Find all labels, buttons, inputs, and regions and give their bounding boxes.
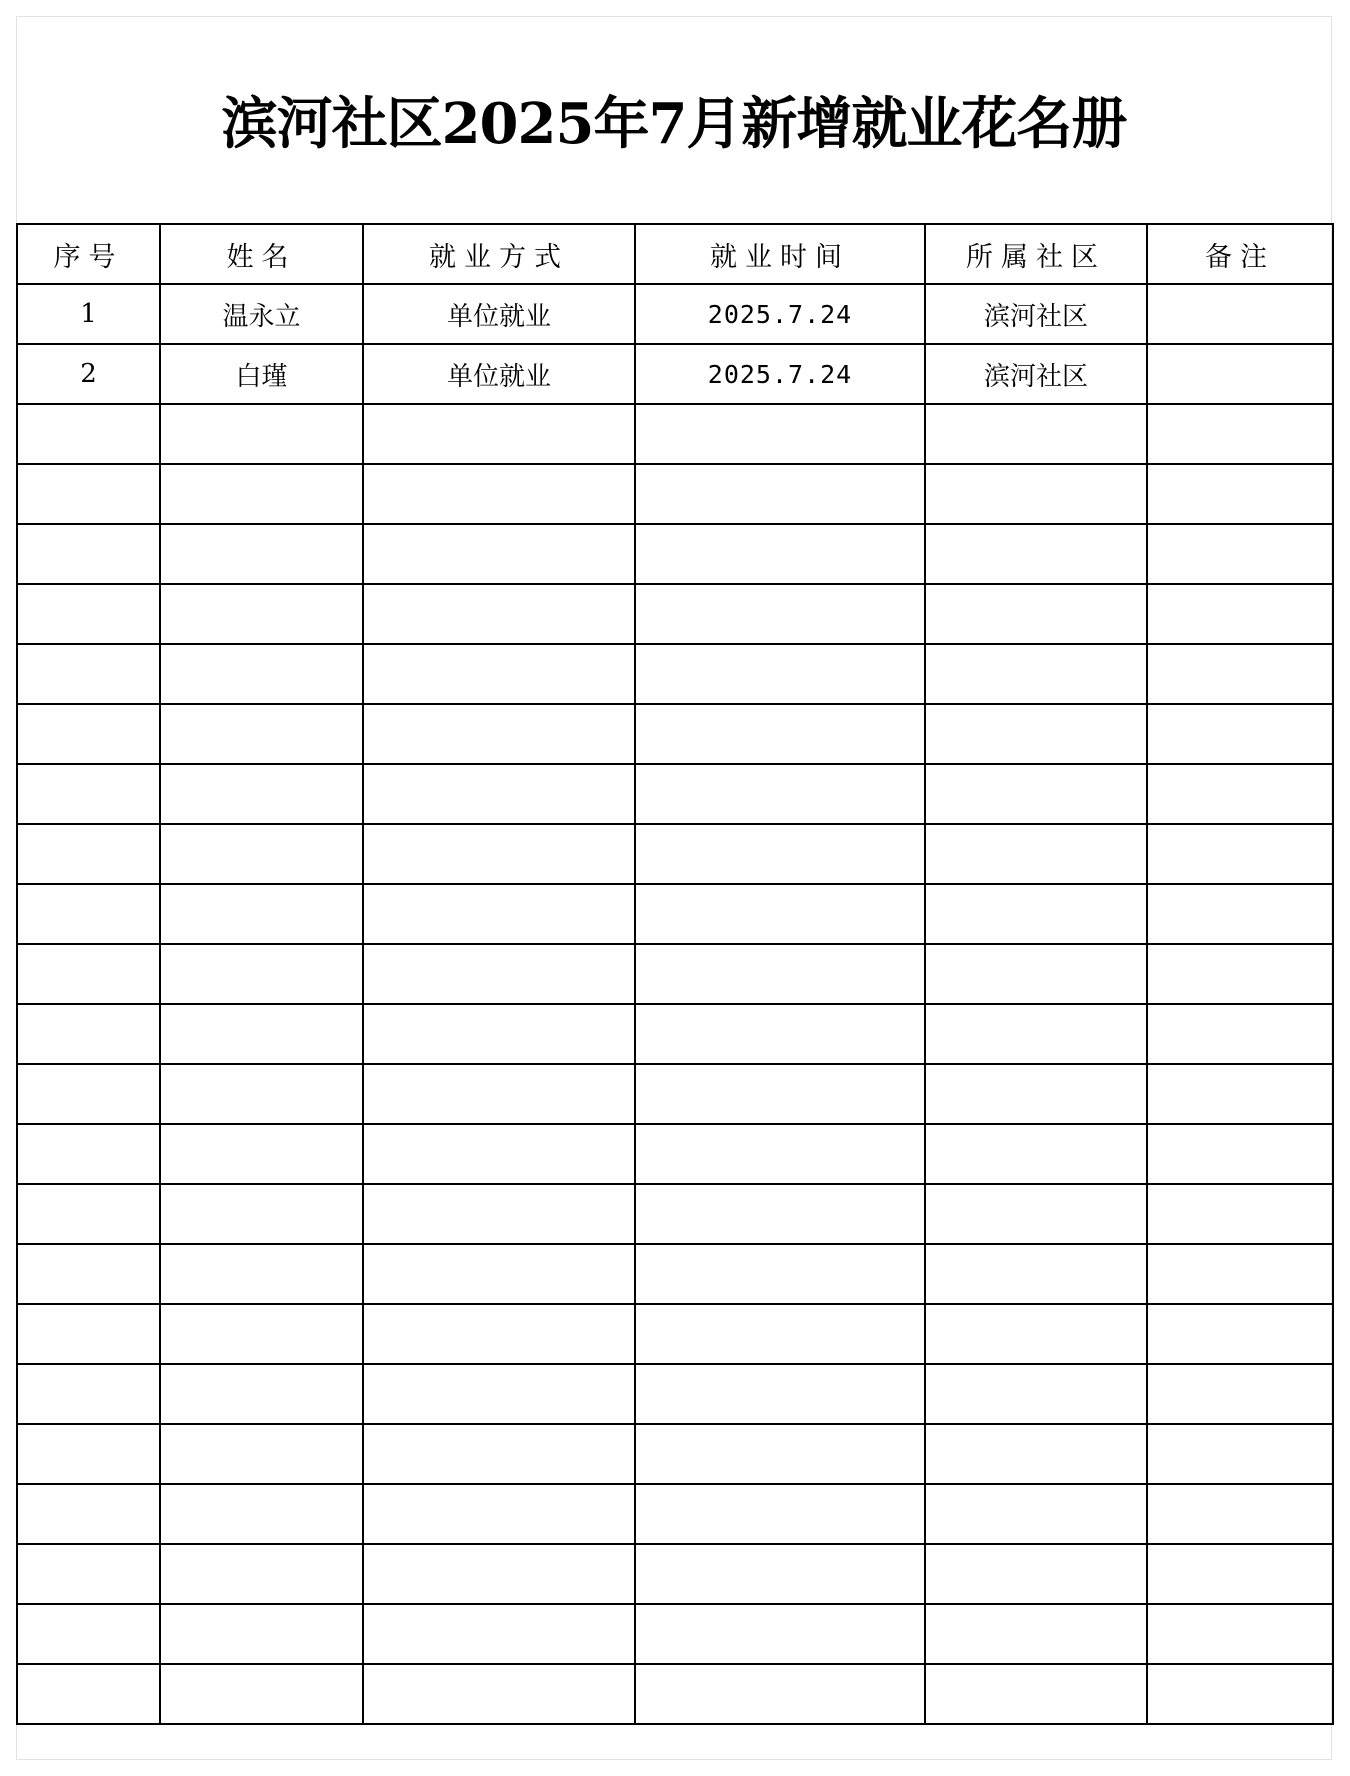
empty-cell bbox=[363, 824, 635, 884]
empty-cell bbox=[1147, 1124, 1333, 1184]
empty-table-row bbox=[17, 524, 1333, 584]
empty-cell bbox=[1147, 1484, 1333, 1544]
empty-cell bbox=[363, 704, 635, 764]
empty-cell bbox=[1147, 1604, 1333, 1664]
table-row bbox=[17, 284, 1333, 344]
empty-cell bbox=[635, 1004, 925, 1064]
table-row bbox=[17, 344, 1333, 404]
empty-cell bbox=[160, 1424, 363, 1484]
cell-community: 滨河社区 bbox=[925, 344, 1147, 404]
empty-cell bbox=[635, 644, 925, 704]
empty-cell bbox=[1147, 704, 1333, 764]
empty-cell bbox=[635, 1244, 925, 1304]
empty-cell bbox=[363, 1244, 635, 1304]
empty-cell bbox=[1147, 1424, 1333, 1484]
empty-cell bbox=[925, 584, 1147, 644]
empty-cell bbox=[17, 1124, 160, 1184]
empty-cell bbox=[17, 1004, 160, 1064]
empty-table-row bbox=[17, 1544, 1333, 1604]
empty-cell bbox=[363, 944, 635, 1004]
empty-cell bbox=[635, 464, 925, 524]
empty-cell bbox=[925, 644, 1147, 704]
empty-cell bbox=[160, 1364, 363, 1424]
empty-cell bbox=[17, 404, 160, 464]
empty-cell bbox=[17, 1664, 160, 1724]
empty-table-row bbox=[17, 1484, 1333, 1544]
empty-cell bbox=[160, 1004, 363, 1064]
empty-cell bbox=[363, 584, 635, 644]
empty-cell bbox=[925, 1544, 1147, 1604]
empty-cell bbox=[17, 1244, 160, 1304]
empty-cell bbox=[160, 1244, 363, 1304]
cell-name: 温永立 bbox=[160, 284, 363, 344]
empty-cell bbox=[160, 644, 363, 704]
empty-cell bbox=[363, 884, 635, 944]
empty-cell bbox=[635, 1304, 925, 1364]
empty-cell bbox=[1147, 1184, 1333, 1244]
empty-cell bbox=[635, 1664, 925, 1724]
empty-cell bbox=[925, 1604, 1147, 1664]
empty-cell bbox=[363, 524, 635, 584]
empty-table-row bbox=[17, 404, 1333, 464]
empty-cell bbox=[635, 1184, 925, 1244]
empty-cell bbox=[1147, 1244, 1333, 1304]
empty-cell bbox=[160, 1064, 363, 1124]
empty-cell bbox=[925, 1364, 1147, 1424]
empty-cell bbox=[1147, 1304, 1333, 1364]
empty-cell bbox=[1147, 1664, 1333, 1724]
cell-index: 2 bbox=[17, 344, 160, 404]
empty-cell bbox=[925, 1664, 1147, 1724]
empty-cell bbox=[17, 704, 160, 764]
empty-cell bbox=[363, 644, 635, 704]
empty-cell bbox=[363, 404, 635, 464]
empty-cell bbox=[635, 824, 925, 884]
empty-cell bbox=[925, 1304, 1147, 1364]
empty-table-row bbox=[17, 1004, 1333, 1064]
table-header-row bbox=[17, 224, 1333, 284]
header-community: 所属社区 bbox=[925, 224, 1147, 284]
empty-table-row bbox=[17, 944, 1333, 1004]
empty-cell bbox=[17, 884, 160, 944]
empty-table-row bbox=[17, 644, 1333, 704]
empty-cell bbox=[363, 1424, 635, 1484]
empty-cell bbox=[925, 524, 1147, 584]
empty-cell bbox=[925, 1004, 1147, 1064]
empty-cell bbox=[1147, 944, 1333, 1004]
empty-cell bbox=[635, 944, 925, 1004]
cell-employment-type: 单位就业 bbox=[363, 344, 635, 404]
empty-cell bbox=[925, 824, 1147, 884]
empty-cell bbox=[160, 1304, 363, 1364]
empty-cell bbox=[925, 1184, 1147, 1244]
empty-cell bbox=[17, 524, 160, 584]
empty-cell bbox=[1147, 1364, 1333, 1424]
empty-cell bbox=[925, 944, 1147, 1004]
cell-community: 滨河社区 bbox=[925, 284, 1147, 344]
empty-table-row bbox=[17, 1064, 1333, 1124]
empty-cell bbox=[17, 644, 160, 704]
empty-table-row bbox=[17, 1244, 1333, 1304]
cell-index: 1 bbox=[17, 284, 160, 344]
empty-cell bbox=[1147, 1064, 1333, 1124]
empty-cell bbox=[635, 1604, 925, 1664]
empty-cell bbox=[635, 1424, 925, 1484]
empty-table-row bbox=[17, 464, 1333, 524]
empty-cell bbox=[1147, 884, 1333, 944]
empty-cell bbox=[925, 704, 1147, 764]
header-employment-type: 就业方式 bbox=[363, 224, 635, 284]
empty-cell bbox=[635, 404, 925, 464]
empty-cell bbox=[1147, 644, 1333, 704]
empty-cell bbox=[17, 584, 160, 644]
empty-cell bbox=[1147, 764, 1333, 824]
empty-cell bbox=[160, 1184, 363, 1244]
empty-cell bbox=[160, 404, 363, 464]
empty-cell bbox=[925, 884, 1147, 944]
empty-table-row bbox=[17, 1364, 1333, 1424]
empty-cell bbox=[160, 704, 363, 764]
empty-cell bbox=[363, 1364, 635, 1424]
empty-cell bbox=[1147, 824, 1333, 884]
empty-cell bbox=[925, 764, 1147, 824]
empty-cell bbox=[17, 944, 160, 1004]
cell-name: 白瑾 bbox=[160, 344, 363, 404]
empty-cell bbox=[925, 464, 1147, 524]
page-title: 滨河社区2025年7月新增就业花名册 bbox=[221, 90, 1127, 157]
empty-cell bbox=[363, 764, 635, 824]
header-employment-date: 就业时间 bbox=[635, 224, 925, 284]
empty-cell bbox=[635, 1544, 925, 1604]
empty-table-row bbox=[17, 704, 1333, 764]
empty-cell bbox=[160, 884, 363, 944]
empty-cell bbox=[160, 524, 363, 584]
empty-cell bbox=[363, 1664, 635, 1724]
cell-employment-date: 2025.7.24 bbox=[635, 284, 925, 344]
empty-cell bbox=[17, 464, 160, 524]
empty-cell bbox=[363, 1484, 635, 1544]
empty-cell bbox=[635, 704, 925, 764]
empty-cell bbox=[925, 404, 1147, 464]
empty-cell bbox=[1147, 1004, 1333, 1064]
empty-cell bbox=[17, 1064, 160, 1124]
empty-cell bbox=[925, 1124, 1147, 1184]
cell-employment-date: 2025.7.24 bbox=[635, 344, 925, 404]
empty-table-row bbox=[17, 764, 1333, 824]
empty-cell bbox=[160, 464, 363, 524]
header-remark: 备注 bbox=[1147, 224, 1333, 284]
empty-table-row bbox=[17, 1304, 1333, 1364]
cell-employment-type: 单位就业 bbox=[363, 284, 635, 344]
empty-cell bbox=[635, 1064, 925, 1124]
cell-remark bbox=[1147, 344, 1333, 404]
cell-remark bbox=[1147, 284, 1333, 344]
empty-cell bbox=[17, 1184, 160, 1244]
empty-cell bbox=[635, 1484, 925, 1544]
empty-cell bbox=[17, 824, 160, 884]
empty-cell bbox=[925, 1484, 1147, 1544]
empty-cell bbox=[17, 764, 160, 824]
empty-table-row bbox=[17, 1124, 1333, 1184]
empty-cell bbox=[635, 1124, 925, 1184]
empty-cell bbox=[17, 1424, 160, 1484]
empty-table-row bbox=[17, 1604, 1333, 1664]
empty-cell bbox=[160, 1544, 363, 1604]
empty-table-row bbox=[17, 584, 1333, 644]
empty-table-row bbox=[17, 884, 1333, 944]
empty-cell bbox=[363, 1604, 635, 1664]
empty-cell bbox=[160, 824, 363, 884]
empty-cell bbox=[17, 1604, 160, 1664]
empty-cell bbox=[17, 1364, 160, 1424]
empty-cell bbox=[160, 1664, 363, 1724]
empty-cell bbox=[160, 1484, 363, 1544]
empty-table-row bbox=[17, 1184, 1333, 1244]
empty-cell bbox=[635, 524, 925, 584]
empty-cell bbox=[160, 944, 363, 1004]
empty-table-row bbox=[17, 824, 1333, 884]
empty-cell bbox=[17, 1544, 160, 1604]
empty-cell bbox=[1147, 584, 1333, 644]
empty-cell bbox=[1147, 1544, 1333, 1604]
header-index: 序号 bbox=[17, 224, 160, 284]
empty-cell bbox=[635, 1364, 925, 1424]
empty-cell bbox=[925, 1064, 1147, 1124]
empty-cell bbox=[160, 1124, 363, 1184]
empty-cell bbox=[363, 1004, 635, 1064]
empty-cell bbox=[363, 1064, 635, 1124]
empty-cell bbox=[160, 764, 363, 824]
empty-cell bbox=[925, 1244, 1147, 1304]
empty-cell bbox=[635, 884, 925, 944]
empty-cell bbox=[17, 1304, 160, 1364]
empty-cell bbox=[1147, 404, 1333, 464]
empty-cell bbox=[363, 1304, 635, 1364]
empty-cell bbox=[160, 584, 363, 644]
empty-cell bbox=[17, 1484, 160, 1544]
header-name: 姓名 bbox=[160, 224, 363, 284]
empty-cell bbox=[1147, 464, 1333, 524]
empty-table-row bbox=[17, 1424, 1333, 1484]
empty-cell bbox=[363, 464, 635, 524]
empty-cell bbox=[363, 1124, 635, 1184]
empty-cell bbox=[635, 764, 925, 824]
empty-cell bbox=[363, 1184, 635, 1244]
empty-table-row bbox=[17, 1664, 1333, 1724]
employment-roster-table bbox=[16, 223, 1334, 1725]
empty-cell bbox=[160, 1604, 363, 1664]
empty-cell bbox=[1147, 524, 1333, 584]
empty-cell bbox=[635, 584, 925, 644]
empty-cell bbox=[925, 1424, 1147, 1484]
empty-cell bbox=[363, 1544, 635, 1604]
